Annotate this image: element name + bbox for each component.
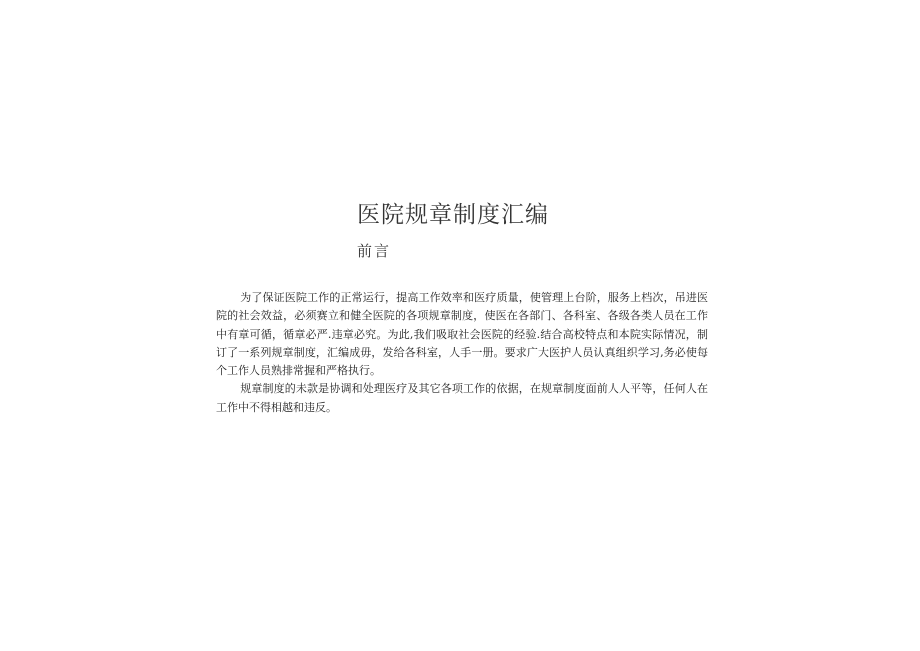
preface-paragraph-1: 为了保证医院工作的正常运行，提高工作效率和医疗质量，使管理上台阶，服务上档次，吊进医院的社会效益，必须赛立和健全医院的各项规章制度，使医在各部门、各科室、各级各类人员在工作中有章可循，循章必严.违章必究。为此,我们吸取社会医院的经验.结合高校特点和本院实际情况，制订了一系列规章制度，汇编成毋，发给各科室，人手一册。要求广大医护人员认真组织学习,务必使每个工作人员熟排常握和严格执行。 xyxy=(216,291,708,378)
preface-paragraph-2: 规章制度的未款是协调和处理医疗及其它各项工作的依据，在规章制度面前人人平等，任何人在工作中不得相越和违反。 xyxy=(216,382,708,414)
section-heading: 前言 xyxy=(357,242,392,260)
preface-body xyxy=(216,289,708,417)
document-title: 医院规章制度汇编 xyxy=(357,202,549,228)
